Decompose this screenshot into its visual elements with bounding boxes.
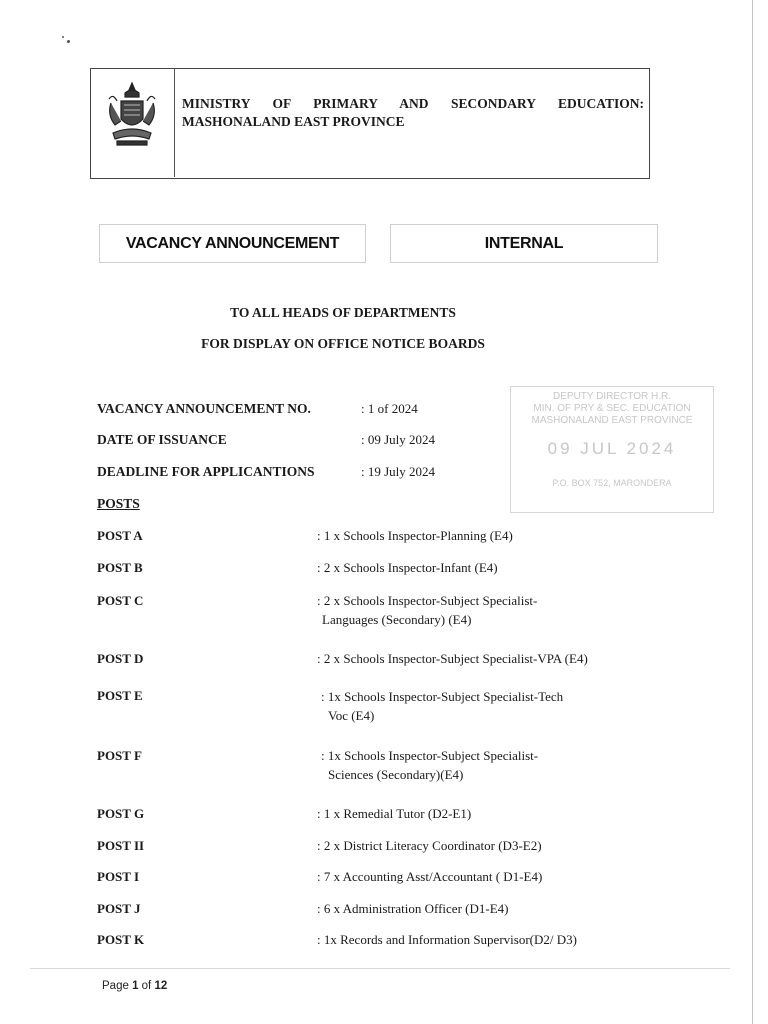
post-label: POST A xyxy=(97,528,143,543)
stamp-address: P.O. BOX 752, MARONDERA xyxy=(552,478,672,488)
page-number xyxy=(102,980,167,992)
post-description-line: : 2 x Schools Inspector-Infant (E4) xyxy=(317,560,498,575)
post-label: POST F xyxy=(97,748,142,763)
footer-divider xyxy=(30,968,730,969)
post-description xyxy=(317,526,657,545)
stamp-line-2: MIN. OF PRY & SEC. EDUCATION xyxy=(533,403,691,414)
post-description-line-2: Voc (E4) xyxy=(328,708,375,723)
post-description xyxy=(317,591,657,629)
post-description-line: : 2 x District Literacy Coordinator (D3-E2) xyxy=(317,838,542,853)
post-label: POST C xyxy=(97,593,144,608)
header-divider xyxy=(174,69,175,177)
post-description-line: : 1 x Schools Inspector-Planning (E4) xyxy=(317,528,513,543)
page-of: of xyxy=(138,980,155,992)
detail-value-date-of-issuance: : 09 July 2024 xyxy=(361,432,436,447)
scan-speck xyxy=(67,40,70,43)
page-total: 12 xyxy=(154,980,168,992)
post-label: POST K xyxy=(97,932,145,947)
ministry-line-1: MINISTRY OF PRIMARY AND SECONDARY EDUCATION: xyxy=(182,96,644,111)
post-description xyxy=(317,930,677,949)
coat-of-arms-emblem xyxy=(103,81,161,151)
detail-value-deadline: : 19 July 2024 xyxy=(361,464,436,479)
scan-speck xyxy=(62,36,64,38)
detail-label-deadline: DEADLINE FOR APPLICANTIONS xyxy=(97,464,315,479)
post-label: POST D xyxy=(97,651,144,666)
post-description xyxy=(317,558,657,577)
post-label: POST B xyxy=(97,560,143,575)
ministry-line-2: MASHONALAND EAST PROVINCE xyxy=(182,114,405,129)
post-description xyxy=(321,687,661,725)
post-description-line: : 6 x Administration Officer (D1-E4) xyxy=(317,901,509,916)
stamp-date: 09 JUL 2024 xyxy=(547,439,677,458)
post-description-line: : 1 x Remedial Tutor (D2-E1) xyxy=(317,806,472,821)
stamp-line-3: MASHONALAND EAST PROVINCE xyxy=(531,415,693,426)
post-description xyxy=(317,867,657,886)
post-description xyxy=(317,649,677,668)
post-description-line: : 1x Records and Information Supervisor(D2/ D3) xyxy=(317,932,577,947)
post-description-line: : 1x Schools Inspector-Subject Specialist- xyxy=(321,748,539,763)
post-description xyxy=(317,899,657,918)
post-label: POST J xyxy=(97,901,141,916)
post-description-line: : 1x Schools Inspector-Subject Specialist-Tech xyxy=(321,689,564,704)
post-description-line: : 2 x Schools Inspector-Subject Specialist- xyxy=(317,593,538,608)
addressee-heads-of-departments: TO ALL HEADS OF DEPARTMENTS xyxy=(230,305,456,320)
page-prefix: Page xyxy=(102,980,133,992)
post-description-line: : 7 x Accounting Asst/Accountant ( D1-E4) xyxy=(317,869,543,884)
vacancy-announcement-title: VACANCY ANNOUNCEMENT xyxy=(99,224,366,263)
post-description-line-2: Languages (Secondary) (E4) xyxy=(322,612,472,627)
official-date-stamp xyxy=(510,386,714,513)
page-current: 1 xyxy=(132,980,139,992)
post-description xyxy=(317,804,657,823)
post-label: POST I xyxy=(97,869,140,884)
post-label: POST II xyxy=(97,838,145,853)
scan-edge-line xyxy=(752,0,753,1024)
detail-label-announcement-no: VACANCY ANNOUNCEMENT NO. xyxy=(97,401,311,416)
stamp-line-1: DEPUTY DIRECTOR H.R. xyxy=(553,391,671,402)
post-description xyxy=(321,746,661,784)
posts-heading: POSTS xyxy=(97,496,140,511)
addressee-notice-boards: FOR DISPLAY ON OFFICE NOTICE BOARDS xyxy=(201,336,485,351)
ministry-name xyxy=(182,95,644,131)
internal-label: INTERNAL xyxy=(390,224,658,263)
detail-label-date-of-issuance: DATE OF ISSUANCE xyxy=(97,432,227,447)
post-description-line-2: Sciences (Secondary)(E4) xyxy=(328,767,464,782)
ministry-header-box xyxy=(90,68,650,179)
post-description xyxy=(317,836,657,855)
post-description-line: : 2 x Schools Inspector-Subject Specialist-VPA (E4) xyxy=(317,651,588,666)
post-label: POST E xyxy=(97,688,143,703)
post-label: POST G xyxy=(97,806,145,821)
detail-value-announcement-no: : 1 of 2024 xyxy=(361,401,418,416)
